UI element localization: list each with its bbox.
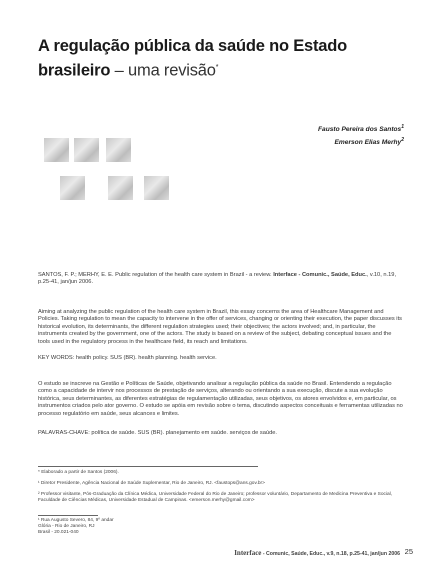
footnote: ² Professor visitante, Pós-Graduação da Clínica Médica, Universidade Federal do Rio de Janeiro; professor voluntário, Departamento de Medicina Preventiva e Social, Faculdade de Ciências Médicas, Universidade Estadual de Campinas. <emerson.merhy@gmail.com> (38, 492, 393, 504)
page-footer (0, 547, 437, 559)
title-main: A regulação pública da saúde no Estado brasileiro (38, 37, 348, 80)
title-dash: – (110, 61, 129, 80)
decorative-square (60, 176, 85, 200)
article-title (38, 36, 408, 82)
author-address: ¹ Rua Augusto Severo, 84, 9º andar Glória - Rio de Janeiro, RJ Brasil - 20.021-040 (38, 518, 114, 536)
address-divider (38, 515, 98, 516)
journal-name: Interface - Comunic., Saúde, Educ. (273, 272, 367, 278)
title-subtitle: uma revisão (128, 61, 216, 80)
title-footnote-mark: * (215, 64, 219, 71)
author-list (318, 122, 404, 148)
decorative-square (106, 138, 131, 162)
page-number: 25 (404, 547, 413, 556)
footnote: ¹ Diretor Presidente, Agência Nacional de Saúde Suplementar, Rio de Janeiro, RJ. <faustops@ans.gov.br> (38, 481, 265, 486)
keywords-english: KEY WORDS: health policy. SUS (BR). health planning. health service. (38, 355, 217, 361)
footnote-divider (38, 466, 258, 467)
decorative-square (108, 176, 133, 200)
decorative-square (144, 176, 169, 200)
author: Fausto Pereira dos Santos$^1$ (318, 124, 404, 134)
decorative-squares (44, 138, 164, 222)
keywords-portuguese: PALAVRAS-CHAVE: política de saúde. SUS (BR). planejamento em saúde. serviços de saúde. (38, 430, 277, 436)
footnote: * Elaborado a partir de Santos (2006). (38, 470, 119, 475)
citation: SANTOS, F. P.; MERHY, E. E. Public regulation of the health care system in Brazil - a review. Interface - Comunic., Saúde, Educ., v.10, n.19, p.25-41, jan/jun 2006. (38, 272, 397, 286)
footer-journal: Interface - Comunic, Saúde, Educ., v.9, n.18, p.25-41, jan/jun 2006 (234, 549, 400, 557)
decorative-square (44, 138, 69, 162)
abstract-english: Aiming at analyzing the public regulation of the health care system in Brazil, this essay concerns the area of Healthcare Management and Policies. Taking regulation to mean the capacity to intervene in the offer of services, changing or orienting their execution, the paper discusses its historical evolution, its determinants, the different regulation strategies used; their objectives; the actors involved; and, in particular, the instruments created by the government, one of the actors. The study is based on a review of the subject, debating conceptual issues and the tools used in the regulatory process in the healthcare field, its reach and limitations. (38, 309, 402, 345)
author: Emerson Elias Merhy$^2$ (334, 137, 404, 147)
journal-logo: Interface (234, 549, 262, 557)
abstract-portuguese: O estudo se inscreve na Gestão e Políticas de Saúde, objetivando analisar a regulação pública da saúde no Brasil. Entendendo a regulação como a capacidade de intervir nos processos de prestação de serviços, alterando ou orientando a sua execução, discute a sua evolução histórica, seus determinantes, as diferentes estratégias de regulamentação utilizadas, seus objetivos, os atores envolvidos e, em particular, os instrumentos criados pelo ator governo. O estudo se apóia em revisão sobre o tema, discutindo aspectos conceituais e ferramentas utilizadas no processo regulatório em saúde, seus alcances e limites. (38, 381, 403, 417)
decorative-square (74, 138, 99, 162)
